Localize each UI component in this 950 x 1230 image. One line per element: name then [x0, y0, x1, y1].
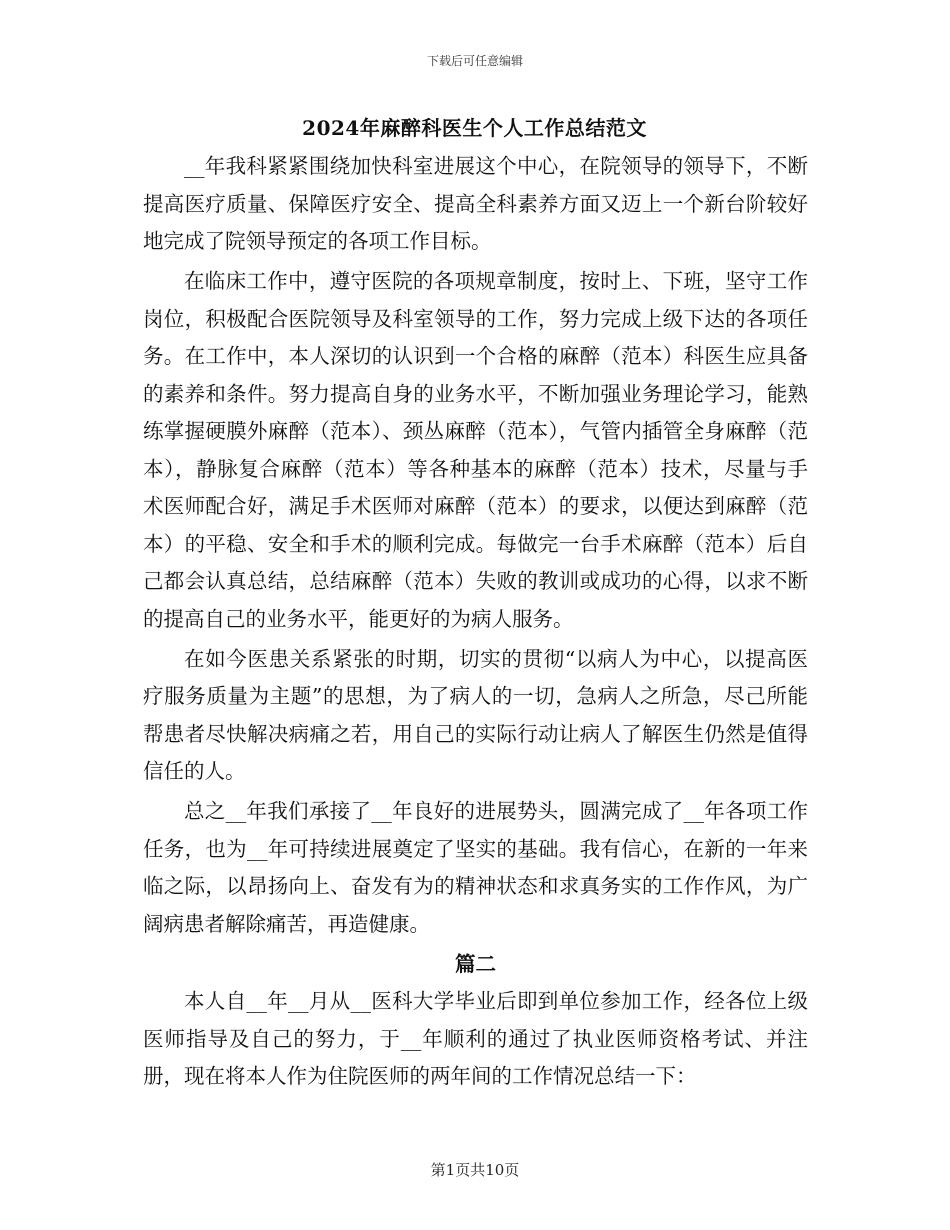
paragraph: 总之__年我们承接了__年良好的进展势头，圆满完成了__年各项工作任务，也为__年可持续进展奠定了坚实的基础。我有信心，在新的一年来临之际，以昂扬向上、奋发有为的精神状态和求真务实的工作作风，为广阔病患者解除痛苦，再造健康。	[143, 799, 808, 936]
document-body	[143, 148, 808, 1098]
paragraph: 在临床工作中，遵守医院的各项规章制度，按时上、下班，坚守工作岗位，积极配合医院领导及科室领导的工作，努力完成上级下达的各项任务。在工作中，本人深切的认识到一个合格的麻醉（范本）科医生应具备的素养和条件。努力提高自身的业务水平，不断加强业务理论学习，能熟练掌握硬膜外麻醉（范本）、颈丛麻醉（范本），气管内插管全身麻醉（范本），静脉复合麻醉（范本）等各种基本的麻醉（范本）技术，尽量与手术医师配合好，满足手术医师对麻醉（范本）的要求，以便达到麻醉（范本）的平稳、安全和手术的顺利完成。每做完一台手术麻醉（范本）后自己都会认真总结，总结麻醉（范本）失败的教训或成功的心得，以求不断的提高自己的业务水平，能更好的为病人服务。	[143, 269, 808, 631]
section-heading: 篇二	[455, 951, 496, 976]
paragraph: 在如今医患关系紧张的时期，切实的贯彻“以病人为中心，以提高医疗服务质量为主题”的思想，为了病人的一切，急病人之所急，尽己所能帮患者尽快解决病痛之若，用自己的实际行动让病人了解医生仍然是值得信任的人。	[143, 646, 808, 783]
paragraph: __年我科紧紧围绕加快科室进展这个中心，在院领导的领导下，不断提高医疗质量、保障医疗安全、提高全科素养方面又迈上一个新台阶较好地完成了院领导预定的各项工作目标。	[143, 154, 808, 253]
header-note: 下载后可任意编辑	[426, 54, 523, 68]
document-title: 2024年麻醉科医生个人工作总结范文	[302, 116, 647, 140]
page-number: 第1页共10页	[430, 1161, 520, 1179]
paragraph: 本人自__年__月从__医科大学毕业后即到单位参加工作，经各位上级医师指导及自己的努力，于__年顺利的通过了执业医师资格考试、并注册，现在将本人作为住院医师的两年间的工作情况总结一下：	[143, 989, 808, 1088]
